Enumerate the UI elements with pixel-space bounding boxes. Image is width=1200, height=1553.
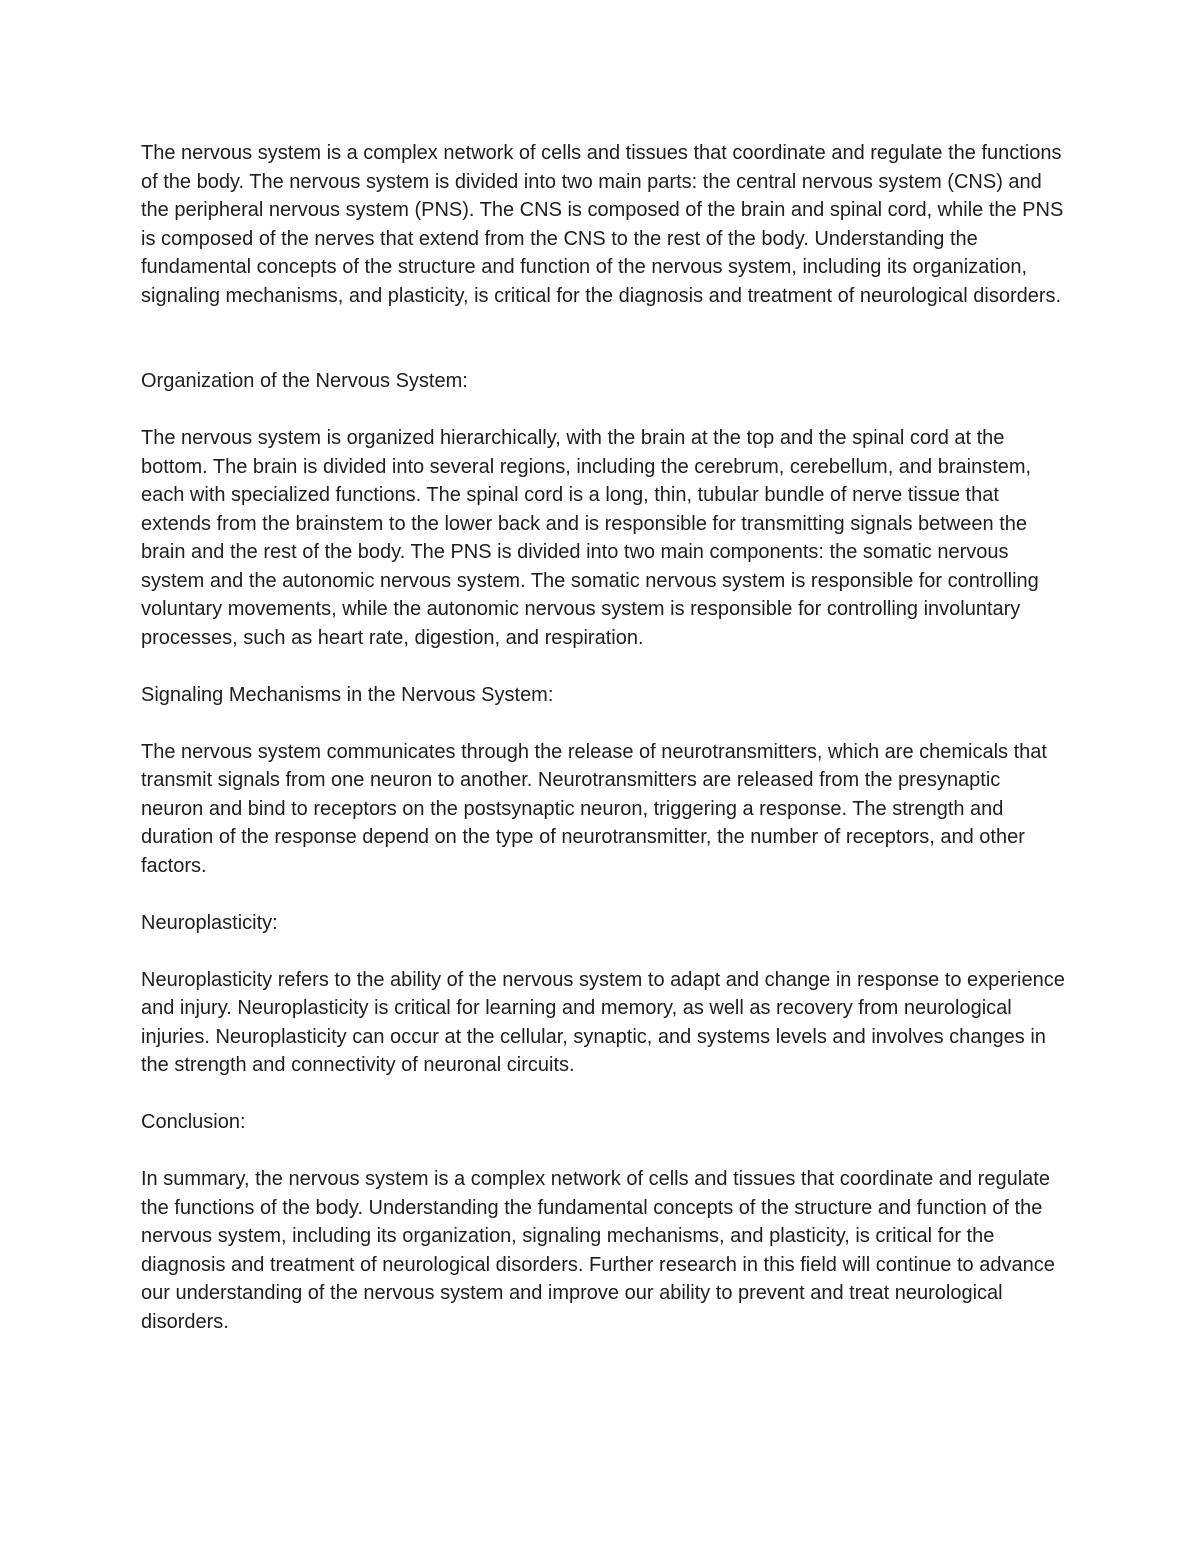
document-body (141, 139, 1066, 1365)
section-heading-signaling: Signaling Mechanisms in the Nervous System: (141, 683, 554, 706)
section-body-signaling: The nervous system communicates through the release of neurotransmitters, which are chemicals that transmit signals from one neuron to another. Neurotransmitters are released from the presynaptic neuron and bind to receptors on the postsynaptic neuron, triggering a response. The strength and duration of the response depend on the type of neurotransmitter, the number of receptors, and other factors. (141, 740, 1047, 877)
section-body-organization: The nervous system is organized hierarchically, with the brain at the top and the spinal cord at the bottom. The brain is divided into several regions, including the cerebrum, cerebellum, and brainstem, each with specialized functions. The spinal cord is a long, thin, tubular bundle of nerve tissue that extends from the brainstem to the lower back and is responsible for transmitting signals between the brain and the rest of the body. The PNS is divided into two main components: the somatic nervous system and the autonomic nervous system. The somatic nervous system is responsible for controlling voluntary movements, while the autonomic nervous system is responsible for controlling involuntary processes, such as heart rate, digestion, and respiration. (141, 427, 1039, 649)
section-body-neuroplasticity: Neuroplasticity refers to the ability of the nervous system to adapt and change in response to experience and injury. Neuroplasticity is critical for learning and memory, as well as recovery from neurological injuries. Neuroplasticity can occur at the cellular, synaptic, and systems levels and involves changes in the strength and connectivity of neuronal circuits. (141, 968, 1065, 1076)
section-heading-organization: Organization of the Nervous System: (141, 370, 468, 392)
section-heading-conclusion: Conclusion: (141, 1111, 246, 1133)
section-body-conclusion: In summary, the nervous system is a complex network of cells and tissues that coordinate and regulate the functions of the body. Understanding the fundamental concepts of the structure and function of the nervous system, including its organization, signaling mechanisms, and plasticity, is critical for the diagnosis and treatment of neurological disorders. Further research in this field will continue to advance our understanding of the nervous system and improve our ability to prevent and treat neurological disorders. (141, 1168, 1055, 1333)
section-heading-neuroplasticity: Neuroplasticity: (141, 911, 278, 934)
intro-paragraph: The nervous system is a complex network of cells and tissues that coordinate and regulate the functions of the body. The nervous system is divided into two main parts: the central nervous system (CNS) and the peripheral nervous system (PNS). The CNS is composed of the brain and spinal cord, while the PNS is composed of the nerves that extend from the CNS to the rest of the body. Understanding the fundamental concepts of the structure and function of the nervous system, including its organization, signaling mechanisms, and plasticity, is critical for the diagnosis and treatment of neurological disorders. (141, 142, 1064, 307)
